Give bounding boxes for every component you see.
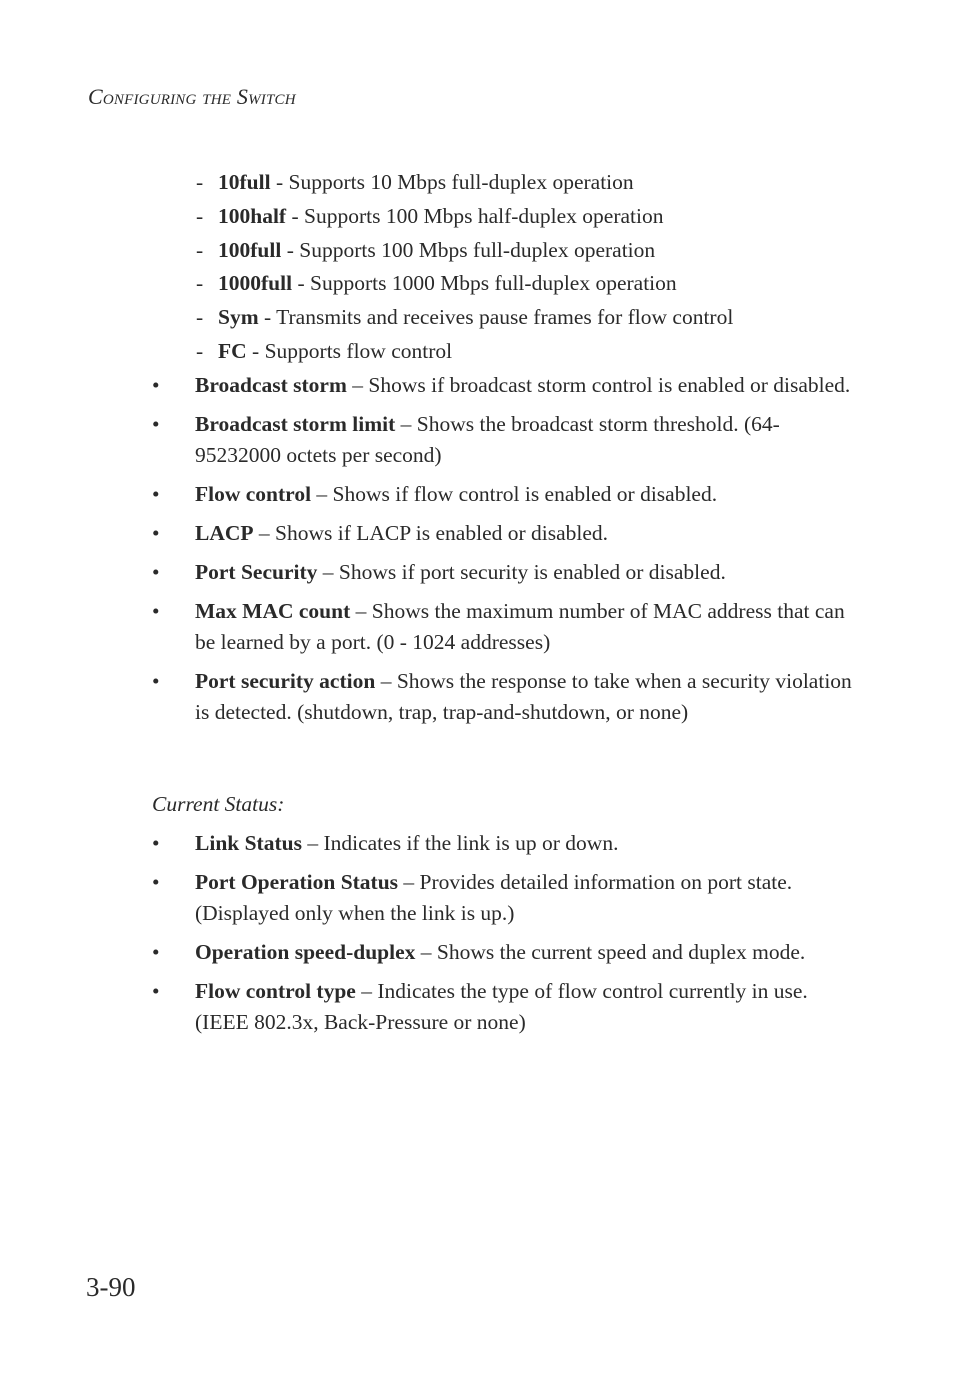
item-term: Max MAC count [195,599,351,623]
option-term: Sym [218,305,259,330]
item-description: – Shows the broadcast storm threshold. (64-95232000 octets per second) [195,412,780,467]
option-term: FC [218,338,247,363]
option-description: - Supports 10 Mbps full-duplex operation [270,170,634,194]
option-term: 10full [218,170,271,194]
dash-marker: - [196,338,204,363]
running-header: Configuring the Switch [88,84,296,109]
bullet-marker: • [152,373,160,397]
bullet-marker: • [152,669,160,693]
item-term: Link Status [195,831,302,855]
dash-marker: - [196,203,204,228]
item-description: – Shows if flow control is enabled or disabled. [311,482,718,506]
section-label-current-status: Current Status: [152,792,285,816]
list-item [152,937,852,968]
item-term: Port security action [195,669,376,693]
list-item [196,335,856,369]
dash-marker: - [196,237,204,262]
list-item [152,867,852,929]
list-item [196,234,856,268]
list-item [152,976,852,1038]
bullet-marker: • [152,940,160,964]
bullet-marker: • [152,599,160,623]
speed-options-list [196,166,856,369]
list-item [152,518,852,549]
list-item [196,166,856,200]
dash-marker: - [196,305,204,330]
item-description: – Shows the response to take when a security violation is detected. (shutdown, trap, trap-and-shutdown, or none) [195,669,852,724]
list-item [196,267,856,301]
option-term: 100half [218,203,287,228]
option-description: - Supports 1000 Mbps full-duplex operation [292,271,677,296]
list-item [152,666,852,728]
item-description: – Indicates if the link is up or down. [301,831,619,855]
bullet-marker: • [152,831,160,855]
item-term: Operation speed-duplex [195,940,416,964]
bullet-marker: • [152,870,160,894]
list-item [152,479,852,510]
list-item [152,596,852,658]
item-description: – Shows if port security is enabled or disabled. [317,560,726,584]
option-term: 1000full [218,271,293,296]
item-description: – Shows the current speed and duplex mode. [415,940,806,964]
list-item [196,301,856,335]
item-term: Broadcast storm limit [195,412,396,436]
item-term: Broadcast storm [195,373,347,397]
item-term: Flow control type [195,979,356,1003]
dash-marker: - [196,170,204,194]
option-description: - Supports 100 Mbps half-duplex operation [286,203,664,228]
option-description: - Supports 100 Mbps full-duplex operation [281,237,656,262]
list-item [152,409,852,471]
item-term: LACP [195,521,254,545]
bullet-marker: • [152,482,160,506]
item-description: – Shows if broadcast storm control is enabled or disabled. [346,373,851,397]
bullet-marker: • [152,412,160,436]
item-term: Flow control [195,482,312,506]
item-term: Port Operation Status [195,870,399,894]
config-items-list [152,370,852,736]
list-item [152,828,852,859]
item-term: Port Security [195,560,318,584]
item-description: – Provides detailed information on port state. (Displayed only when the link is up.) [195,870,793,925]
bullet-marker: • [152,979,160,1003]
option-description: - Transmits and receives pause frames for flow control [258,305,734,330]
page-number: 3-90 [86,1272,136,1302]
option-term: 100full [218,237,282,262]
bullet-marker: • [152,521,160,545]
current-status-list [152,828,852,1046]
option-description: - Supports flow control [246,338,453,363]
list-item [152,557,852,588]
item-description: – Indicates the type of flow control currently in use. (IEEE 802.3x, Back-Pressure or none) [195,979,808,1034]
list-item [196,200,856,234]
dash-marker: - [196,271,204,296]
item-description: – Shows if LACP is enabled or disabled. [253,521,609,545]
item-description: – Shows the maximum number of MAC address that can be learned by a port. (0 - 1024 addresses) [195,599,845,654]
bullet-marker: • [152,560,160,584]
list-item [152,370,852,401]
